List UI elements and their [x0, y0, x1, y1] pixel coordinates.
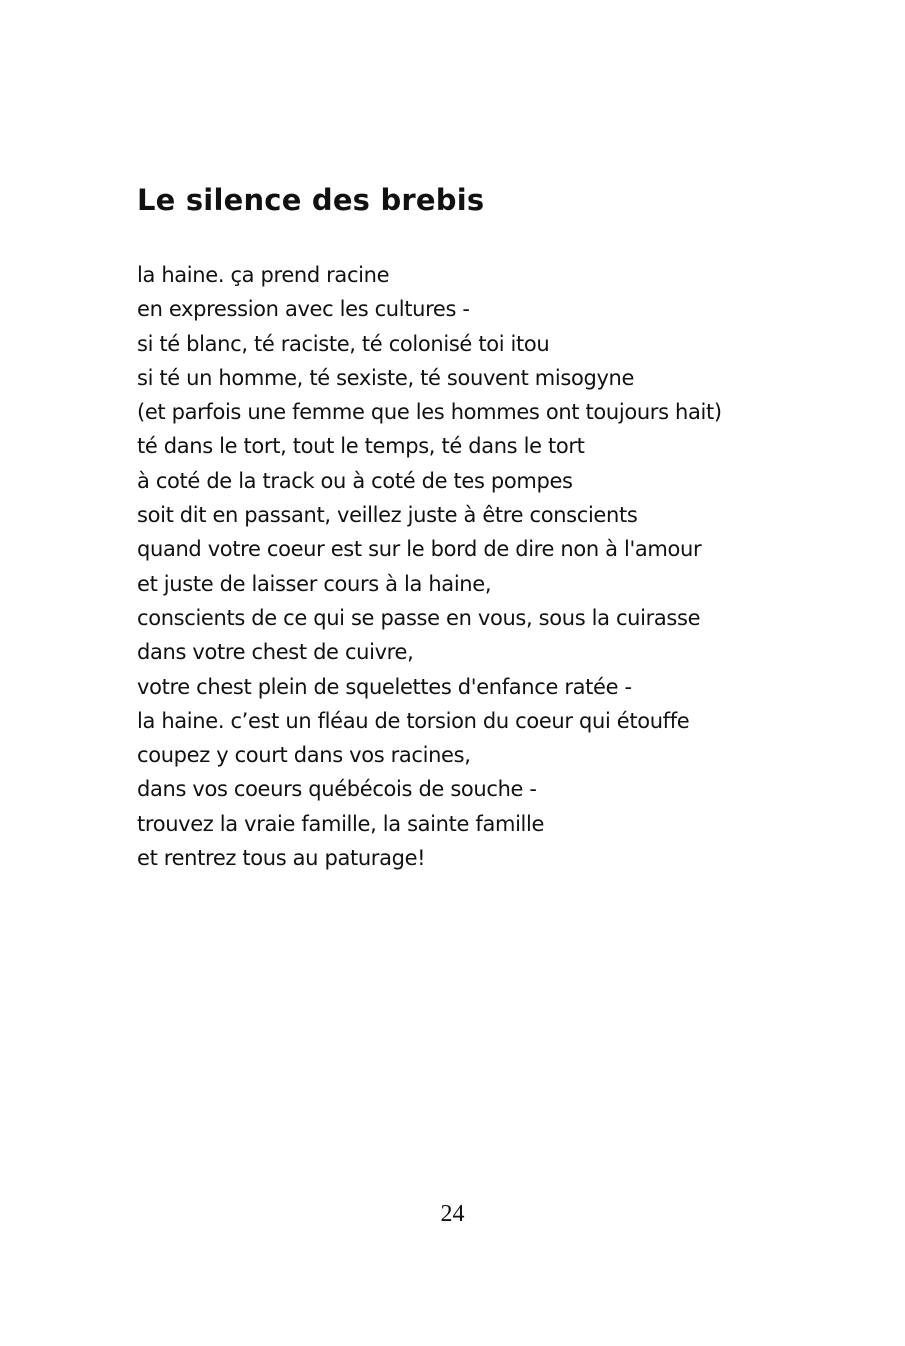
- poem-line: dans vos coeurs québécois de souche -: [137, 777, 537, 802]
- poem-line: coupez y court dans vos racines,: [137, 743, 471, 768]
- poem-line: la haine. c’est un fléau de torsion du coeur qui étouffe: [137, 708, 690, 733]
- poem-line: et rentrez tous au paturage!: [137, 846, 426, 871]
- poem-line: quand votre coeur est sur le bord de dire non à l'amour: [137, 537, 702, 562]
- poem-line: la haine. ça prend racine: [137, 263, 390, 287]
- poem-line: en expression avec les cultures -: [137, 297, 470, 322]
- poem-line: té dans le tort, tout le temps, té dans le tort: [137, 434, 585, 459]
- page-number: 24: [440, 1201, 465, 1227]
- poem-line: trouvez la vraie famille, la sainte famille: [137, 811, 545, 836]
- poem-line: (et parfois une femme que les hommes ont toujours hait): [137, 400, 722, 425]
- poem-line: votre chest plein de squelettes d'enfance ratée -: [137, 674, 632, 699]
- poem-body: [137, 258, 877, 875]
- poem-line: à coté de la track ou à coté de tes pompes: [137, 468, 573, 493]
- poem-line: dans votre chest de cuivre,: [137, 640, 414, 665]
- poem-title: Le silence des brebis: [137, 183, 485, 217]
- poem-line: soit dit en passant, veillez juste à être conscients: [137, 503, 638, 528]
- poem-line: si té un homme, té sexiste, té souvent misogyne: [137, 365, 635, 390]
- poem-line: conscients de ce qui se passe en vous, sous la cuirasse: [137, 605, 701, 630]
- poem-line: et juste de laisser cours à la haine,: [137, 571, 492, 596]
- poem-line: si té blanc, té raciste, té colonisé toi itou: [137, 331, 550, 356]
